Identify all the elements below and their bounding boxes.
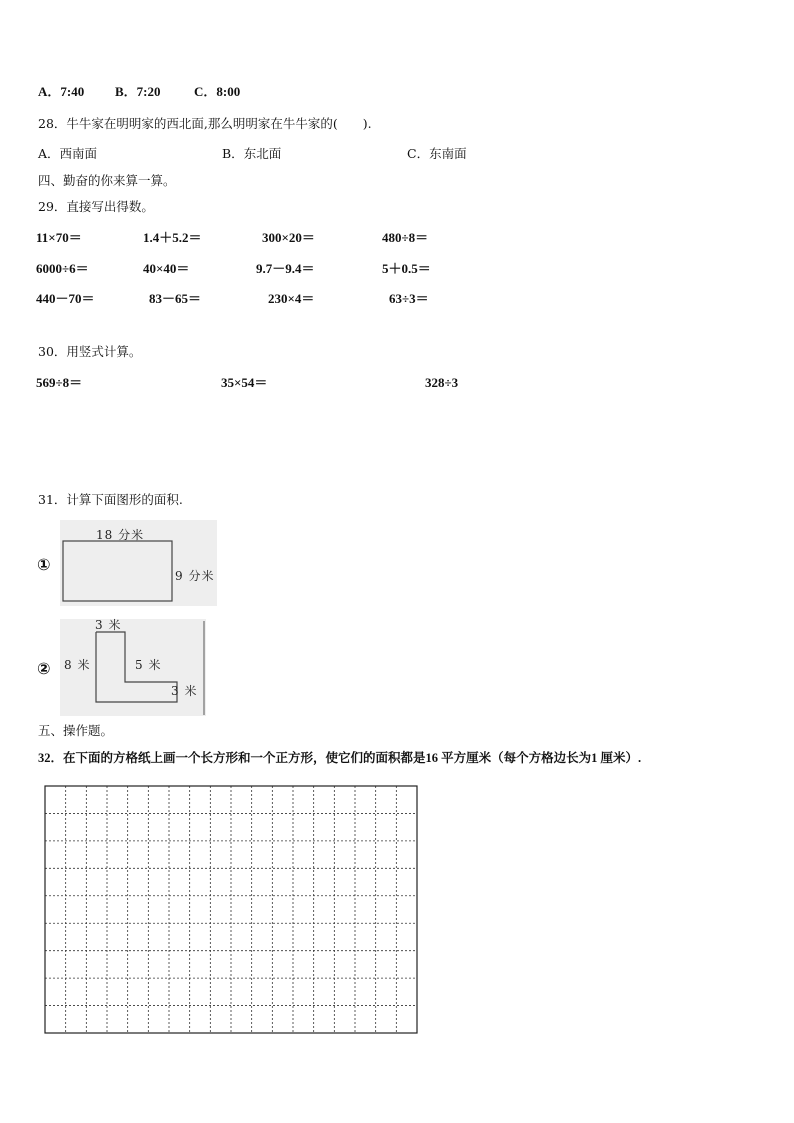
q29-item: 11×70＝ [36, 230, 82, 245]
q28-stem: 28．牛牛家在明明家的西北面,那么明明家在牛牛家的( ). [38, 116, 372, 131]
q30-item: 35×54＝ [221, 375, 268, 390]
q29-item: 63÷3＝ [389, 291, 429, 306]
q27-option-b: B．7:20 [115, 84, 161, 99]
q31-stem: 31．计算下面图形的面积. [38, 492, 183, 507]
q28-option-b: B．东北面 [222, 146, 282, 161]
figure-2-right-label: 3 米 [171, 684, 198, 698]
q29-item: 5＋0.5＝ [382, 261, 431, 276]
figure-2-left-label: 8 米 [64, 658, 91, 672]
figure-1-top-label: 18 分米 [96, 528, 145, 542]
q29-item: 40×40＝ [143, 261, 190, 276]
q32-stem: 32．在下面的方格纸上画一个长方形和一个正方形，使它们的面积都是16 平方厘米（每个方格边长为1 厘米）. [38, 751, 642, 765]
figure-1-rectangle [60, 520, 217, 606]
q29-item: 300×20＝ [262, 230, 315, 245]
q29-item: 440－70＝ [36, 291, 95, 306]
figure-1-right-label: 9 分米 [175, 569, 215, 583]
figure-1-marker: ① [37, 555, 51, 574]
figure-2-middle-label: 5 米 [135, 658, 162, 672]
q30-item: 569÷8＝ [36, 375, 83, 390]
q29-item: 9.7－9.4＝ [256, 261, 315, 276]
q30-item: 328÷3 [425, 375, 459, 390]
figure-2-top-label: 3 米 [95, 618, 122, 632]
q30-stem: 30．用竖式计算。 [38, 344, 142, 359]
q28-option-a: A．西南面 [38, 146, 98, 161]
figure-2-l-shape [60, 619, 206, 716]
q27-option-c: C．8:00 [194, 84, 241, 99]
q29-item: 6000÷6＝ [36, 261, 89, 276]
q29-item: 83－65＝ [149, 291, 202, 306]
section-5-heading: 五、操作题。 [38, 723, 114, 738]
q29-item: 230×4＝ [268, 291, 315, 306]
grid-paper [43, 784, 419, 1035]
q29-stem: 29．直接写出得数。 [38, 199, 154, 214]
q28-option-c: C．东南面 [407, 146, 467, 161]
q29-item: 480÷8＝ [382, 230, 429, 245]
q29-item: 1.4＋5.2＝ [143, 230, 202, 245]
section-4-heading: 四、勤奋的你来算一算。 [38, 173, 176, 188]
q27-option-a: A．7:40 [38, 84, 85, 99]
figure-2-marker: ② [37, 659, 51, 678]
